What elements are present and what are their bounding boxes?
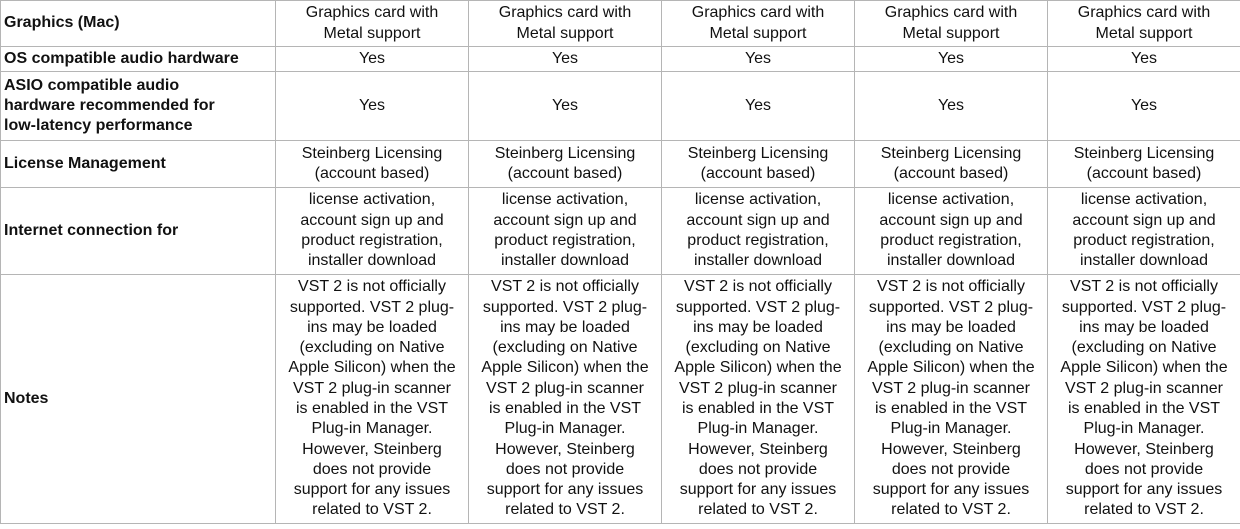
cell-text-line: Plug-in Manager. [504, 420, 626, 438]
cell-text-line: is enabled in the VST [488, 400, 642, 417]
cell-text-line: VST 2 plug-in scanner [1064, 379, 1223, 397]
cell-text-line: product registration, [880, 232, 1022, 249]
cell-text-line: Yes [937, 49, 965, 67]
cell-text-line: installer download [500, 252, 630, 270]
cell-graphics-col-3 [662, 1, 855, 47]
cell-text-line: product registration, [494, 232, 636, 249]
cell-text-line: ins may be loaded [500, 318, 630, 336]
cell-text-line: support for any issues [679, 481, 837, 499]
cell-text-line: Steinberg Licensing [301, 144, 443, 162]
cell-notes-col-1 [276, 275, 469, 524]
cell-os-col-1 [276, 47, 469, 72]
row-label-internet [1, 188, 276, 275]
cell-license-col-5 [1048, 141, 1240, 188]
cell-text-line: Apple Silicon) when the [288, 359, 456, 377]
cell-asio-col-1 [276, 72, 469, 141]
row-label-line: License Management [4, 154, 166, 172]
cell-text-line: Plug-in Manager. [311, 420, 433, 438]
cell-text-line: supported. VST 2 plug- [868, 298, 1034, 316]
row-label-line: OS compatible audio hardware [4, 49, 239, 67]
cell-text-line: However, Steinberg [495, 440, 635, 458]
table-row-license [1, 141, 1240, 188]
row-label-line: ASIO compatible audio [4, 76, 180, 94]
cell-text-line: account sign up and [493, 211, 637, 229]
cell-text-line: VST 2 plug-in scanner [292, 379, 451, 397]
cell-text-line: Metal support [516, 24, 614, 42]
cell-os-col-2 [469, 47, 662, 72]
cell-os-col-5 [1048, 47, 1240, 72]
cell-text-line: installer download [693, 252, 823, 270]
cell-text-line: (account based) [700, 165, 816, 182]
cell-text-line: (excluding on Native [685, 339, 831, 357]
cell-text-line: ins may be loaded [886, 318, 1016, 336]
cell-text-line: ins may be loaded [1079, 318, 1209, 336]
cell-text-line: (account based) [893, 165, 1009, 182]
cell-os-col-3 [662, 47, 855, 72]
table-row-graphics [1, 1, 1240, 47]
cell-text-line: account sign up and [879, 211, 1023, 229]
row-label-graphics [1, 1, 276, 47]
cell-text-line: (account based) [507, 165, 623, 182]
cell-graphics-col-5 [1048, 1, 1240, 47]
cell-license-col-4 [855, 141, 1048, 188]
cell-text-line: VST 2 is not officially [684, 278, 832, 296]
cell-text-line: license activation, [308, 191, 436, 209]
cell-text-line: Yes [358, 49, 386, 67]
cell-text-line: Graphics card with [305, 4, 439, 22]
cell-text-line: Steinberg Licensing [687, 144, 829, 162]
row-label-line: low-latency performance [4, 117, 193, 135]
cell-text-line: product registration, [301, 232, 443, 249]
cell-text-line: (excluding on Native [1071, 339, 1217, 357]
cell-text-line: ins may be loaded [307, 318, 437, 336]
cell-text-line: license activation, [501, 191, 629, 209]
cell-text-line: Apple Silicon) when the [674, 359, 842, 377]
cell-text-line: However, Steinberg [881, 440, 1021, 458]
cell-text-line: Metal support [709, 24, 807, 42]
cell-text-line: is enabled in the VST [874, 400, 1028, 417]
cell-graphics-col-2 [469, 1, 662, 47]
table-body [1, 1, 1240, 524]
cell-text-line: Steinberg Licensing [494, 144, 636, 162]
cell-notes-col-2 [469, 275, 662, 524]
cell-text-line: Graphics card with [498, 4, 632, 22]
cell-text-line: related to VST 2. [505, 501, 625, 519]
cell-asio-col-4 [855, 72, 1048, 141]
cell-license-col-2 [469, 141, 662, 188]
cell-text-line: (account based) [1086, 165, 1202, 182]
cell-text-line: support for any issues [293, 481, 451, 499]
cell-text-line: installer download [886, 252, 1016, 270]
cell-graphics-col-1 [276, 1, 469, 47]
cell-text-line: installer download [307, 252, 437, 270]
cell-text-line: ins may be loaded [693, 318, 823, 336]
cell-text-line: Yes [551, 96, 579, 114]
cell-text-line: Plug-in Manager. [1083, 420, 1205, 438]
row-label-asio [1, 72, 276, 141]
cell-text-line: (account based) [314, 165, 430, 182]
cell-license-col-1 [276, 141, 469, 188]
cell-text-line: Yes [744, 49, 772, 67]
cell-text-line: However, Steinberg [688, 440, 828, 458]
cell-text-line: Plug-in Manager. [890, 420, 1012, 438]
row-label-line: hardware recommended for [4, 96, 215, 114]
cell-text-line: supported. VST 2 plug- [675, 298, 841, 316]
table-row-os [1, 47, 1240, 72]
cell-text-line: account sign up and [300, 211, 444, 229]
cell-text-line: related to VST 2. [698, 501, 818, 519]
cell-os-col-4 [855, 47, 1048, 72]
cell-text-line: (excluding on Native [299, 339, 445, 357]
cell-text-line: account sign up and [686, 211, 830, 229]
cell-text-line: VST 2 is not officially [1070, 278, 1218, 296]
row-label-license [1, 141, 276, 188]
cell-text-line: VST 2 is not officially [491, 278, 639, 296]
cell-text-line: is enabled in the VST [295, 400, 449, 417]
cell-text-line: supported. VST 2 plug- [482, 298, 648, 316]
cell-text-line: is enabled in the VST [681, 400, 835, 417]
cell-text-line: license activation, [887, 191, 1015, 209]
cell-text-line: Apple Silicon) when the [481, 359, 649, 377]
cell-text-line: Steinberg Licensing [1073, 144, 1215, 162]
cell-text-line: does not provide [698, 460, 818, 478]
cell-license-col-3 [662, 141, 855, 188]
cell-notes-col-3 [662, 275, 855, 524]
cell-internet-col-5 [1048, 188, 1240, 275]
cell-text-line: does not provide [505, 460, 625, 478]
cell-text-line: Yes [551, 49, 579, 67]
cell-text-line: account sign up and [1072, 211, 1216, 229]
cell-notes-col-5 [1048, 275, 1240, 524]
cell-text-line: does not provide [312, 460, 432, 478]
cell-text-line: related to VST 2. [1084, 501, 1204, 519]
cell-text-line: VST 2 plug-in scanner [485, 379, 644, 397]
cell-text-line: support for any issues [1065, 481, 1223, 499]
cell-text-line: license activation, [694, 191, 822, 209]
table-row-internet [1, 188, 1240, 275]
cell-text-line: supported. VST 2 plug- [289, 298, 455, 316]
row-label-line: Internet connection for [4, 221, 179, 239]
cell-asio-col-2 [469, 72, 662, 141]
cell-text-line: Yes [937, 96, 965, 114]
cell-text-line: Yes [744, 96, 772, 114]
row-label-os [1, 47, 276, 72]
cell-text-line: related to VST 2. [891, 501, 1011, 519]
cell-internet-col-2 [469, 188, 662, 275]
row-label-notes [1, 275, 276, 524]
cell-text-line: VST 2 plug-in scanner [871, 379, 1030, 397]
cell-text-line: installer download [1079, 252, 1209, 270]
cell-text-line: Steinberg Licensing [880, 144, 1022, 162]
cell-text-line: Graphics card with [1077, 4, 1211, 22]
cell-text-line: product registration, [1073, 232, 1215, 249]
cell-text-line: support for any issues [486, 481, 644, 499]
cell-internet-col-4 [855, 188, 1048, 275]
cell-text-line: Apple Silicon) when the [1060, 359, 1228, 377]
cell-asio-col-5 [1048, 72, 1240, 141]
cell-asio-col-3 [662, 72, 855, 141]
cell-text-line: Yes [1130, 96, 1158, 114]
cell-text-line: Graphics card with [884, 4, 1018, 22]
cell-text-line: Apple Silicon) when the [867, 359, 1035, 377]
cell-text-line: Yes [358, 96, 386, 114]
cell-text-line: does not provide [1084, 460, 1204, 478]
cell-notes-col-4 [855, 275, 1048, 524]
row-label-line: Graphics (Mac) [4, 14, 120, 32]
cell-text-line: VST 2 is not officially [877, 278, 1025, 296]
cell-text-line: (excluding on Native [492, 339, 638, 357]
row-label-line: Notes [4, 389, 49, 407]
cell-text-line: is enabled in the VST [1067, 400, 1221, 417]
cell-text-line: However, Steinberg [1074, 440, 1214, 458]
table-row-asio [1, 72, 1240, 141]
cell-text-line: Graphics card with [691, 4, 825, 22]
cell-text-line: does not provide [891, 460, 1011, 478]
cell-text-line: (excluding on Native [878, 339, 1024, 357]
cell-graphics-col-4 [855, 1, 1048, 47]
cell-text-line: product registration, [687, 232, 829, 249]
cell-text-line: VST 2 plug-in scanner [678, 379, 837, 397]
cell-text-line: Metal support [1095, 24, 1193, 42]
cell-text-line: support for any issues [872, 481, 1030, 499]
cell-text-line: Metal support [902, 24, 1000, 42]
cell-internet-col-3 [662, 188, 855, 275]
cell-text-line: supported. VST 2 plug- [1061, 298, 1227, 316]
cell-text-line: Metal support [323, 24, 421, 42]
cell-text-line: related to VST 2. [312, 501, 432, 519]
cell-text-line: Yes [1130, 49, 1158, 67]
cell-internet-col-1 [276, 188, 469, 275]
cell-text-line: Plug-in Manager. [697, 420, 819, 438]
cell-text-line: license activation, [1080, 191, 1208, 209]
cell-text-line: VST 2 is not officially [298, 278, 446, 296]
table-row-notes [1, 275, 1240, 524]
cell-text-line: However, Steinberg [302, 440, 442, 458]
